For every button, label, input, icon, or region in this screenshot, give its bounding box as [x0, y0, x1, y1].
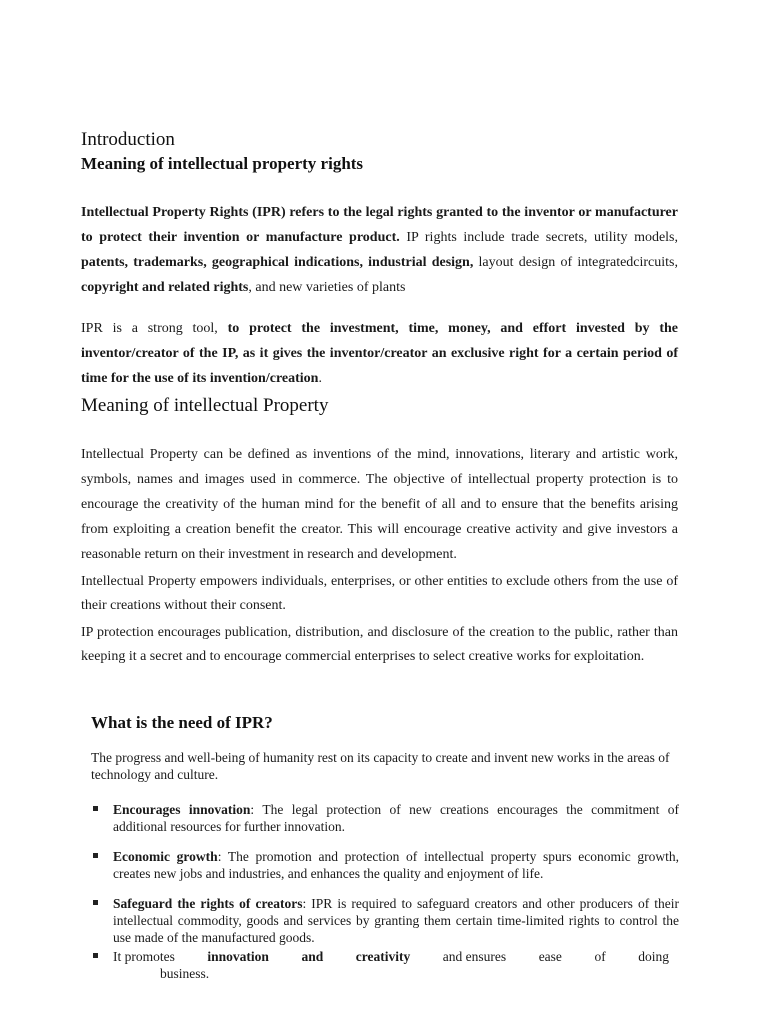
- ipr-definition-paragraph: [81, 200, 678, 300]
- bullet-text: : IPR is required to safeguard creators and other producers of their intellectual commodity, goods and services by granting them certain time-limited rights to control the use made of the manufactured goods.: [113, 896, 679, 945]
- bullet-word-bold: innovation: [207, 949, 269, 964]
- square-bullet-icon: [93, 953, 98, 958]
- ip-empowers-paragraph: Intellectual Property empowers individuals, enterprises, or other entities to exclude others from the use of their creations without their consent.: [81, 574, 678, 613]
- list-item: [91, 895, 679, 946]
- square-bullet-icon: [93, 806, 98, 811]
- last-bullet-line: [113, 948, 669, 965]
- square-bullet-icon: [93, 900, 98, 905]
- square-bullet-icon: [93, 853, 98, 858]
- copyright-bold: copyright and related rights: [81, 280, 249, 295]
- ipr-types-text: layout design of integratedcircuits,: [473, 255, 679, 270]
- list-item: [91, 948, 679, 982]
- ipr-meaning-heading: Meaning of intellectual property rights: [81, 154, 364, 173]
- ipr-tool-period: .: [318, 371, 322, 386]
- bullet-bold: Economic growth: [113, 849, 218, 864]
- bullet-word-bold: and: [301, 949, 324, 964]
- bullet-bold: Safeguard the rights of creators: [113, 896, 303, 911]
- bullet-word: ease: [538, 949, 562, 964]
- ipr-tool-paragraph: [81, 316, 678, 391]
- bullet-word: doing: [638, 949, 669, 964]
- ipr-definition-text: IP rights include trade secrets, utility models,: [399, 230, 679, 245]
- plants-text: , and new varieties of plants: [248, 280, 406, 295]
- need-of-ipr-heading: What is the need of IPR?: [91, 713, 273, 732]
- bullet-continuation: business.: [160, 966, 210, 981]
- need-bullet-list: [91, 801, 679, 982]
- bullet-text: : The legal protection of new creations encourages the commitment of additional resources for further innovation.: [113, 802, 679, 834]
- list-item: [91, 801, 679, 835]
- ip-protection-paragraph: IP protection encourages publication, distribution, and disclosure of the creation to the public, rather than keeping it a secret and to encourage commercial enterprises to select creative works for exploitation.: [81, 625, 678, 664]
- bullet-word: of: [594, 949, 606, 964]
- bullet-bold: Encourages innovation: [113, 802, 251, 817]
- bullet-word: and ensures: [442, 949, 507, 964]
- ipr-definition-bold: Intellectual Property Rights (IPR) refers to the legal rights granted to the inventor or manufacturer to protect their invention or manufacture product.: [81, 205, 678, 245]
- introduction-heading: Introduction: [81, 129, 175, 150]
- ip-meaning-heading: Meaning of intellectual Property: [81, 395, 329, 416]
- bullet-text: : The promotion and protection of intellectual property spurs economic growth, creates new jobs and industries, and enhances the quality and enjoyment of life.: [113, 849, 679, 881]
- need-intro-paragraph: The progress and well-being of humanity rest on its capacity to create and invent new works in the areas of technology and culture.: [91, 750, 670, 782]
- ipr-tool-bold: to protect the investment, time, money, and effort invested by the inventor/creator of the IP, as it gives the inventor/creator an exclusive right for a certain period of time for the use of its invention/creation: [81, 321, 678, 386]
- bullet-word: It promotes: [113, 949, 175, 964]
- list-item: [91, 848, 679, 882]
- ipr-tool-text: IPR is a strong tool,: [81, 321, 228, 336]
- bullet-word-bold: creativity: [355, 949, 411, 964]
- ipr-types-bold: patents, trademarks, geographical indications, industrial design,: [81, 255, 474, 270]
- ip-definition-paragraph: Intellectual Property can be defined as inventions of the mind, innovations, literary and artistic work, symbols, names and images used in commerce. The objective of intellectual property protection is to encourage the creativity of the human mind for the benefit of all and to ensure that the benefits arising from exploiting a creation benefit the creator. This will encourage creative activity and give investors a reasonable return on their investment in research and development.: [81, 447, 678, 562]
